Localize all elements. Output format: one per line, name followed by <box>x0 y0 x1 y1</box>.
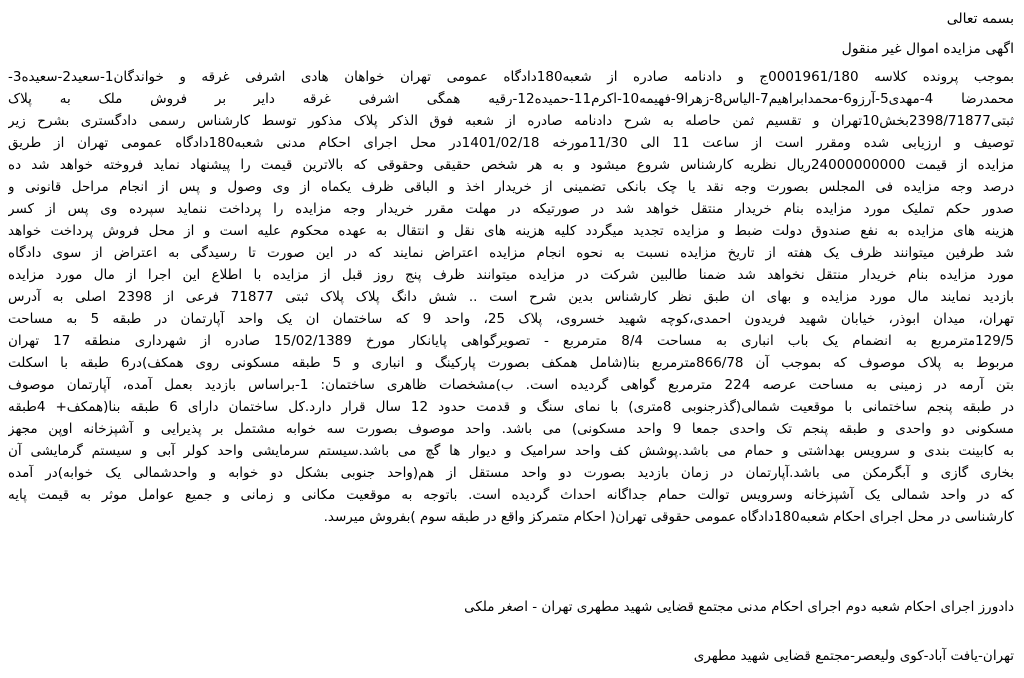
notice-body <box>8 66 1014 528</box>
body-line: ثبتی2398/71877بخش10تهران و تقسیم ثمن حاصله به شرح دادنامه صادره از شعبه فوق الذکر پلاک مذکور توسط کارشناس رسمی دادگستری بشرح زیر <box>8 113 1014 129</box>
body-line: محمدرضا 4-مهدی5-آرزو6-محمدابراهیم7-الیاس8-زهرا9-فهیمه10-اکرم11-حمیده12-رقیه همگی اشرفی غرقه دایر بر فروش ملک به پلاک <box>8 91 1014 107</box>
body-line: صدور حکم تملیک مورد مزایده بنام خریدار منتقل خواهد شد در صورتیکه در مهلت مقرر خریدار وجه مزایده را پرداخت ننماید سپرده وی پس از کسر <box>8 201 1014 217</box>
body-line: کارشناسی در محل اجرای احکام شعبه180دادگاه عمومی حقوقی تهران( احکام متمرکز واقع در طبقه سوم )بفروش میرسد. <box>323 509 1014 525</box>
body-line: بموجب پرونده کلاسه 0001961/180ج و دادنامه صادره از شعبه180دادگاه عمومی تهران خواهان هادی اشرفی غرقه و خواندگان1-سعید2-سعیده3- <box>8 69 1014 85</box>
body-line: 129/5مترمربع به انضمام یک باب انباری به مساحت 8/4 مترمربع - تصویرگواهی پایانکار مورخ 15/02/1389 صادره از شهرداری منطقه 17 تهران <box>8 333 1014 349</box>
body-line: به کابینت بندی و سرویس بهداشتی و حمام می باشد.پوشش کف واحد سرامیک و دیوار ها گچ می باشد.سیستم سرمایشی واحد کولر آبی و سیستم گرمایشی آن <box>8 443 1014 459</box>
signature-line: دادورز اجرای احکام شعبه دوم اجرای احکام مدنی مجتمع قضایی شهید مطهری تهران - اصغر ملکی <box>464 599 1014 615</box>
body-line: مربوط به پلاک موصوف که بموجب آن 866/78مترمربع بنا(شامل همکف بصورت پارکینگ و انباری و 5 طبقه مسکونی روی همکف)در6 طبقه با اسکلت <box>8 355 1014 371</box>
notice-title: اگهی مزایده اموال غیر منقول <box>841 41 1014 57</box>
body-line: در طبقه پنجم ساختمانی با موقعیت شمالی(گذرجنوبی 8متری) با نمای سنگ و قدمت حدود 12 سال قرار دارد.کل ساختمان دارای 6 طبقه بنا(همکف+ 4طبقه <box>8 399 1014 415</box>
body-line: مورد مزایده بنام خریدار منتقل نخواهد شد ضمنا طالبین شرکت در مزایده میتوانند ظرف پنج روز قبل از مزایده با اطلاع این اجرا از مال مورد مزایده <box>8 267 1014 283</box>
address-line: تهران-یافت آباد-کوی ولیعصر-مجتمع قضایی شهید مطهری <box>693 648 1014 664</box>
body-line: بتن آرمه در زمینی به مساحت عرصه 224 مترمربع گواهی گردیده است. ب)مشخصات ظاهری ساختمان: 1-براساس بازدید بعمل آمده، آپارتمان موصوف <box>8 377 1014 393</box>
body-line: که در واحد شمالی یک آشپزخانه وسرویس توالت حمام جداگانه احداث گردیده است. باتوجه به موقعیت مکانی و زمانی و جمیع عوامل موثر به قیمت پایه <box>8 487 1014 503</box>
body-line: توصیف و ارزیابی شده ومقرر است از ساعت 11 الی 11/30مورخه 1401/02/18در محل اجرای احکام مدنی شعبه180دادگاه عمومی تهران از طریق <box>8 135 1014 151</box>
body-line: مسکونی دو واحدی و طبقه پنجم تک واحدی جمعا 9 واحد مسکونی) می باشد. واحد موصوف بصورت سه خوابه مشتمل بر پذیرایی و آشپزخانه اوپن مجهز <box>8 421 1014 437</box>
body-line: هزینه های مزایده به نفع صندوق دولت ضبط و مزایده تجدید میگردد کلیه هزینه های نقل و انتقال به عهده محکوم علیه است و از محل فروش پرداخت خواهد <box>8 223 1014 239</box>
body-line: شد طرفین میتوانند ظرف یک هفته از تاریخ مزایده نسبت به نحوه انجام مزایده اعتراض نمایند که در این صورت تا رسیدگی به اعتراض از سوی دادگاه <box>8 245 1014 261</box>
body-line: بخاری گازی و آبگرمکن می باشد.آپارتمان در زمان بازدید بصورت دو واحد مستقل از هم(واحد جنوبی بشکل دو خوابه و واحدشمالی یک خوابه)در آمده <box>8 465 1014 481</box>
body-line: مزایده از قیمت 24000000000ریال نظریه کارشناس شروع میشود و به هر شخص حقیقی وحقوقی که بالاترین قیمت را پیشنهاد نماید فروخته خواهد شد ده <box>8 157 1014 173</box>
body-line: تهران، میدان ابوذر، خیابان شهید فریدون احمدی،کوچه شهید خسروی، پلاک 25، واحد 9 که ساختمان ان یک واحد آپارتمان در طبقه 5 به مساحت <box>8 311 1014 327</box>
body-line: درصد وجه مزایده فی المجلس بصورت وجه نقد یا چک بانکی تضمینی از خریدار اخذ و الباقی ظرف یکماه از وی وصول و پس از انجام مراحل قانونی و <box>8 179 1014 195</box>
body-line: بازدید نمایند مال مورد مزایده و بهای ان طبق نظر کارشناس بدین شرح است .. شش دانگ پلاک پلاک ثبتی 71877 فرعی از 2398 اصلی به آدرس <box>8 289 1014 305</box>
basmala-heading: بسمه تعالی <box>946 11 1014 27</box>
